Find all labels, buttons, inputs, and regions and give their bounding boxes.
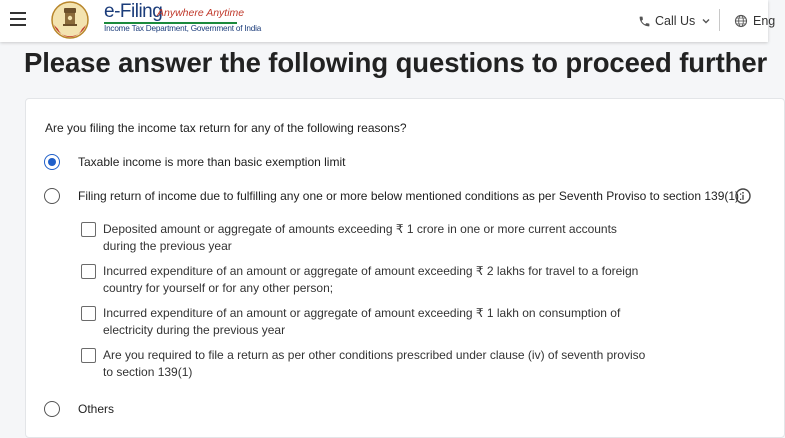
radio-button[interactable] bbox=[44, 188, 60, 204]
info-icon[interactable] bbox=[735, 188, 751, 204]
option-basic-exemption[interactable] bbox=[44, 154, 345, 170]
condition-other-clause[interactable] bbox=[81, 348, 648, 381]
condition-foreign-travel[interactable] bbox=[81, 264, 648, 297]
condition-label: Incurred expenditure of an amount or aggregate of amount exceeding ₹ 1 lakh on consumption of electricity during the previous year bbox=[103, 306, 621, 337]
checkbox[interactable] bbox=[81, 264, 96, 279]
phone-icon bbox=[638, 15, 651, 28]
brand-subtitle: Income Tax Department, Government of India bbox=[104, 24, 262, 33]
condition-label: Incurred expenditure of an amount or aggregate of amount exceeding ₹ 2 lakhs for travel to a foreign country for yourself or for any other person; bbox=[103, 264, 639, 295]
question-text: Are you filing the income tax return for any of the following reasons? bbox=[45, 121, 407, 135]
menu-icon[interactable] bbox=[10, 12, 26, 26]
radio-button[interactable] bbox=[44, 154, 60, 170]
option-label: Others bbox=[78, 402, 115, 416]
call-us-label: Call Us bbox=[655, 14, 696, 28]
call-us-button[interactable] bbox=[638, 12, 711, 30]
income-tax-emblem-icon[interactable] bbox=[49, 0, 91, 40]
condition-current-account[interactable] bbox=[81, 222, 648, 255]
globe-icon bbox=[734, 14, 748, 28]
radio-button[interactable] bbox=[44, 401, 60, 417]
page-title: Please answer the following questions to proceed further bbox=[24, 47, 768, 78]
option-others[interactable] bbox=[44, 401, 114, 417]
language-label: Eng bbox=[753, 14, 776, 28]
top-header bbox=[0, 0, 776, 42]
condition-label: Deposited amount or aggregate of amounts exceeding ₹ 1 crore in one or more current accounts during the previous year bbox=[103, 222, 617, 253]
header-divider bbox=[719, 9, 720, 31]
checkbox[interactable] bbox=[81, 348, 96, 363]
brand-tagline: Anywhere Anytime bbox=[157, 7, 245, 19]
option-label: Filing return of income due to fulfilling any one or more below mentioned conditions as per Seventh Proviso to section 139(1): bbox=[78, 189, 743, 203]
brand-title[interactable]: e-Filing bbox=[104, 1, 163, 22]
condition-label: Are you required to file a return as per other conditions prescribed under clause (iv) of seventh proviso to section 139(1) bbox=[103, 348, 646, 379]
condition-electricity[interactable] bbox=[81, 306, 648, 339]
option-label: Taxable income is more than basic exemption limit bbox=[78, 155, 346, 169]
chevron-down-icon bbox=[701, 16, 711, 26]
checkbox[interactable] bbox=[81, 306, 96, 321]
language-selector[interactable] bbox=[734, 12, 775, 30]
option-seventh-proviso[interactable] bbox=[44, 188, 742, 204]
checkbox[interactable] bbox=[81, 222, 96, 237]
